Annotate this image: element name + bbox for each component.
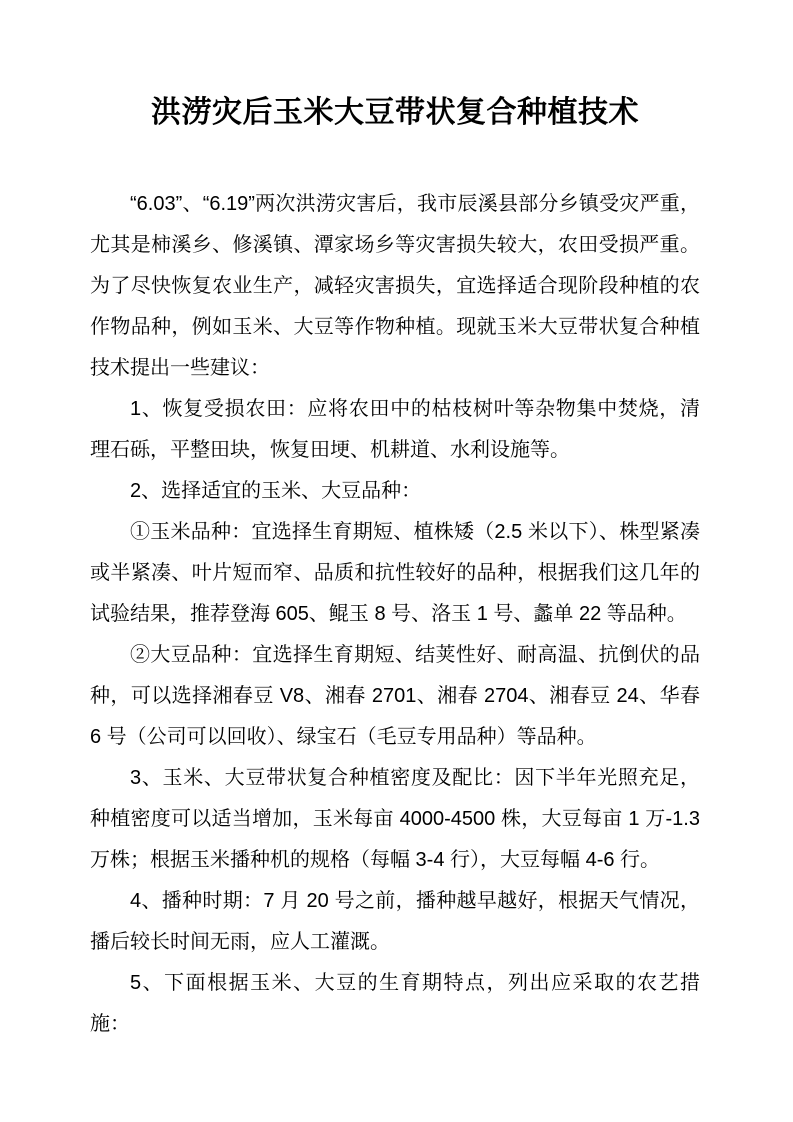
paragraph-item-3-planting-density: 3、玉米、大豆带状复合种植密度及配比：因下半年光照充足，种植密度可以适当增加，玉米每亩 4000-4500 株，大豆每亩 1 万-1.3 万株；根据玉米播种机的规格（每幅 3-4 行），大豆每幅 4-6 行。: [90, 767, 700, 871]
paragraph-item-4-sowing-period: 4、播种时期：7 月 20 号之前，播种越早越好，根据天气情况，播后较长时间无雨，应人工灌溉。: [90, 890, 700, 953]
paragraph-intro: “6.03”、“6.19”两次洪涝灾害后，我市辰溪县部分乡镇受灾严重，尤其是柿溪乡、修溪镇、潭家场乡等灾害损失较大，农田受损严重。为了尽快恢复农业生产，减轻灾害损失，宜选择适合现阶段种植的农作物品种，例如玉米、大豆等作物种植。现就玉米大豆带状复合种植技术提出一些建议：: [90, 193, 700, 379]
document-body: [90, 184, 700, 1045]
document-title: 洪涝灾后玉米大豆带状复合种植技术: [151, 96, 639, 129]
paragraph-corn-varieties: ①玉米品种：宜选择生育期短、植株矮（2.5 米以下）、株型紧凑或半紧凑、叶片短而窄、品质和抗性较好的品种，根据我们这几年的试验结果，推荐登海 605、鲲玉 8 号、洛玉 1 号、蠡单 22 等品种。: [90, 521, 700, 625]
paragraph-soybean-varieties: ②大豆品种：宜选择生育期短、结荚性好、耐高温、抗倒伏的品种，可以选择湘春豆 V8、湘春 2701、湘春 2704、湘春豆 24、华春 6 号（公司可以回收）、绿宝石（毛豆专用品种）等品种。: [90, 644, 700, 748]
paragraph-item-2-select-varieties: 2、选择适宜的玉米、大豆品种：: [130, 480, 422, 502]
paragraph-item-1-restore-farmland: 1、恢复受损农田：应将农田中的枯枝树叶等杂物集中焚烧，清理石砾，平整田块，恢复田埂、机耕道、水利设施等。: [90, 398, 700, 461]
paragraph-item-5-agronomic-measures: 5、下面根据玉米、大豆的生育期特点，列出应采取的农艺措施：: [90, 972, 700, 1035]
